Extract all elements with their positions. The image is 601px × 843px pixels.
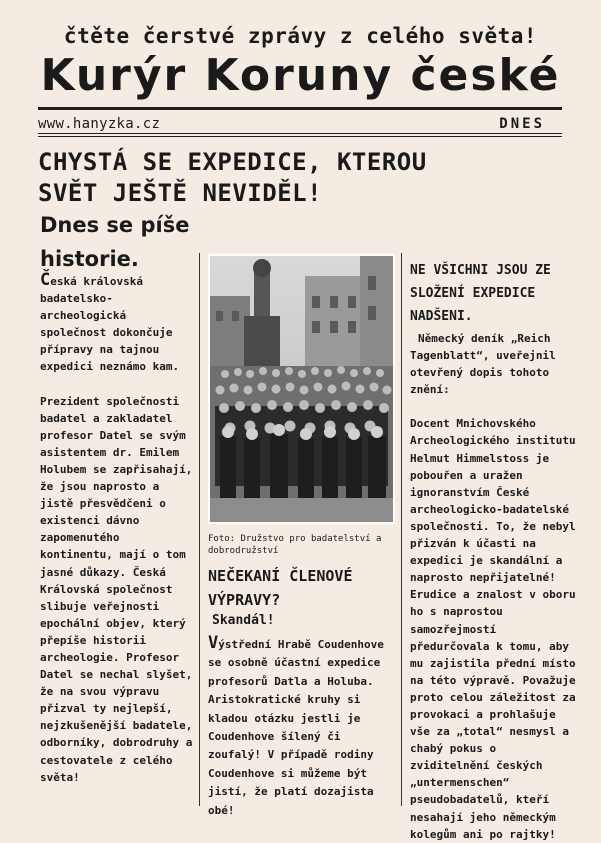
paragraph-gap	[410, 398, 578, 415]
article-3-paragraph-2: Docent Mnichovského Archeologického institutu Helmut Himmelstoss je pobouřen a uražen ignoranstvím České archeologicko-badatelské společnosti. To, že nebyl přizván k účasti na expedici je skandální a naprosto nepřijatelné! Erudice a znalost v oboru ho s naprostou samozřejmostí předurčovala k tomu, aby mu zajistila přední místo na této výpravě. Považuje proto celou záležitost za provokaci a prohlašuje vše za „total“ nesmysl a chabý pokus o zviditelnění českých „untermenschen“ pseudobadatelů, kteří nesahají jeho německým kolegům ani po rajtky!	[410, 417, 576, 841]
article-column-1	[40, 272, 198, 786]
dropcap: V	[208, 633, 219, 653]
dropcap: Č	[40, 270, 51, 290]
masthead-title: Kurýr Koruny české	[40, 50, 561, 101]
main-headline-line2: SVĚT JEŠTĚ NEVIDĚL!	[38, 179, 323, 207]
article-2-paragraph	[208, 634, 398, 820]
website-link[interactable]: www.hanyzka.cz	[38, 116, 161, 132]
photo-caption: Foto: Družstvo pro badatelství a dobrodružství	[208, 534, 382, 556]
column-divider-right	[401, 253, 402, 806]
article-column-2	[208, 634, 398, 820]
main-headline-line1: CHYSTÁ SE EXPEDICE, KTEROU	[38, 148, 427, 176]
article-1-paragraph-1	[40, 272, 198, 376]
article-2-kicker: Skandál!	[212, 613, 275, 628]
article-3-paragraph-1: Německý deník „Reich Tagenblatt“, uveřejnil otevřený dopis tohoto znění:	[410, 332, 556, 397]
article-3-headline: NE VŠICHNI JSOU ZE SLOŽENÍ EXPEDICE NADŠENI.	[410, 263, 551, 324]
slogan: čtěte čerstvé zprávy z celého světa!	[63, 24, 538, 48]
main-headline	[38, 147, 578, 209]
subheadline-line1: Dnes se píše	[40, 213, 190, 237]
paragraph-gap	[40, 376, 198, 393]
article-2-headline: NEČEKANÍ ČLENOVÉ VÝPRAVY?	[208, 567, 353, 609]
column-divider-left	[199, 253, 200, 806]
edition-label: DNES	[499, 116, 545, 132]
header-divider-double	[38, 136, 562, 137]
article-1-paragraph-2: Prezident společnosti badatel a zakladatel profesor Datel se svým asistentem dr. Emilem Holubem se zapřisahají, že jsou naprosto a jistě přesvědčeni o existenci dávno zapomenutého kontinentu, mají o tom jasné důkazy. Česká Královská společnost slibuje veřejnosti epochální objev, který přepíše historii archeologie. Profesor Datel se nechal slyšet, že na svou výpravu přizval ty nejlepší, nejzkušenější badatele, odborníky, dobrodruhy a cestovatele z celého světa!	[40, 394, 193, 784]
header-divider	[38, 133, 562, 134]
article-1-text: eská královská badatelsko-archeologická společnost dokončuje přípravy na tajnou expedici neznámo kam.	[40, 275, 180, 374]
group-photo-image	[210, 256, 393, 522]
article-column-3	[410, 330, 578, 843]
expedition-group-photo	[208, 254, 395, 524]
article-2-text: ýstřední Hrabě Coudenhove se osobně účastní expedice profesorů Datla a Holuba. Aristokratické kruhy si kladou otázku jestli je Coudenhove šílený či zoufalý! V případě rodiny Coudenhove si můžeme být jistí, že platí dozajista obé!	[208, 638, 384, 817]
subheadline-line2: historie.	[40, 247, 139, 271]
masthead-rule	[38, 107, 562, 110]
